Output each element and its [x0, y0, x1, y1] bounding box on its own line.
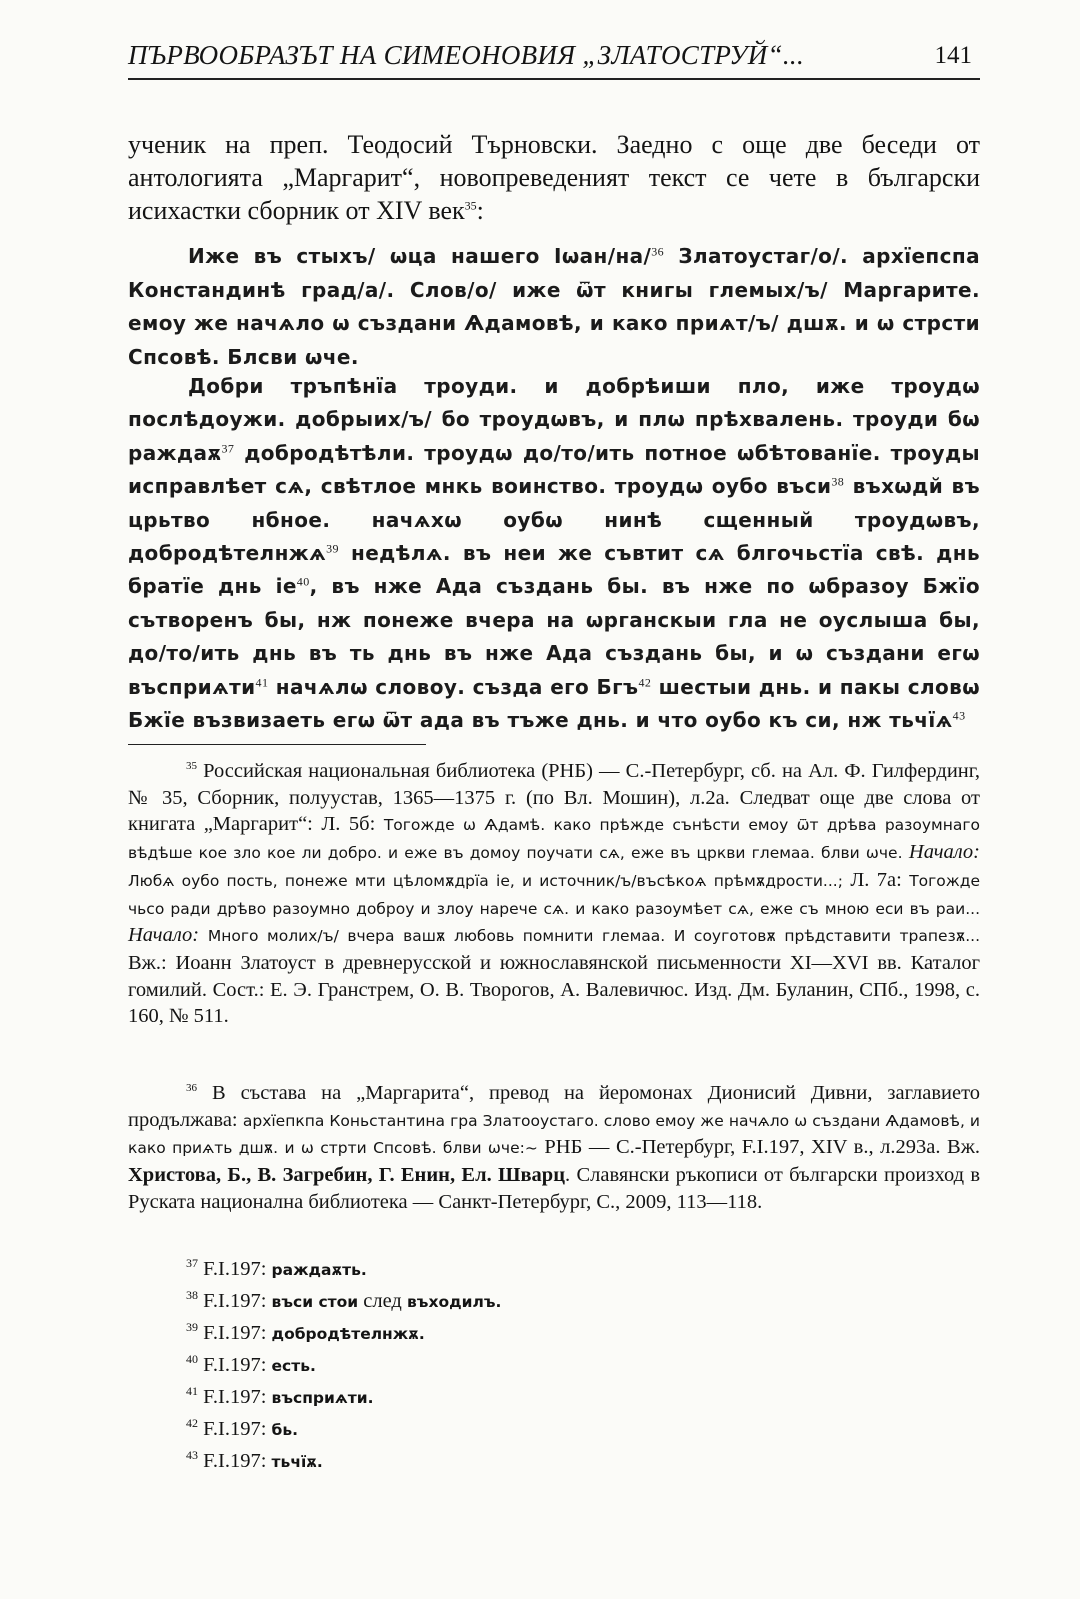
footnote-36	[128, 1080, 980, 1216]
manuscript-ref: F.I.197:	[203, 1418, 272, 1440]
footnote-ref: 41	[255, 675, 269, 689]
footnote-ref: 40	[296, 574, 310, 589]
quote-segment: начѧлѡ словоу. създа его Бгъ	[268, 674, 639, 699]
footnote-42	[186, 1418, 298, 1441]
footnote-text: след	[358, 1290, 407, 1312]
variant-reading: тьчїѫ.	[271, 1453, 323, 1471]
intro-text: ученик на преп. Теодосий Търновски. Заедно с още две беседи от антологията „Маргарит“, новопреведеният текст се чете в български исихастки сборник от XIV век	[128, 130, 980, 225]
footnote-number: 43	[186, 1448, 198, 1463]
footnote-ref: 43	[952, 708, 966, 723]
manuscript-ref: F.I.197:	[203, 1386, 272, 1408]
footnote-text: Российская национальная библиотека (РНБ) — С.-Петербург, сб. на Ал. Ф. Гилфердинг, № 35, Сборник, полуустав, 1365—1375 г. (по Вл. Мошин), л.2а. Следват още две слова от книгата „Маргарит“: Л. 5б:	[128, 760, 980, 836]
footnote-39	[186, 1322, 425, 1345]
variant-reading: бь.	[271, 1421, 299, 1439]
quote-segment: недѣлѧ. въ неи же съвтит сѧ блгочьстїа свѣ. днь братїе днь іе	[128, 541, 980, 599]
footnote-separator	[128, 744, 426, 745]
intro-paragraph	[128, 128, 980, 227]
footnote-ref: 42	[638, 675, 652, 689]
footnote-43	[186, 1450, 323, 1473]
manuscript-ref: F.I.197:	[203, 1258, 272, 1280]
intro-end: :	[476, 196, 484, 225]
variant-reading: есть.	[271, 1357, 316, 1375]
footnote-text: РНБ — С.-Петербург, F.I.197, XIV в., л.293а. Вж.	[537, 1136, 981, 1159]
footnote-number: 40	[186, 1352, 198, 1367]
footnote-number: 38	[186, 1288, 198, 1303]
slavonic-citation: Тогожде ѡ Ѧдамѣ. како прѣжде сънѣсти емоу ѿт дрѣва разоумнаго вѣдѣше кое зло кое ли добро. и еже въ домоу поучати сѧ, еже въ цркви глемаа. блви ѡче.	[128, 816, 981, 863]
footnote-ref: 36	[651, 244, 665, 259]
manuscript-ref: F.I.197:	[203, 1450, 272, 1472]
slavonic-citation: Тогожде чьсо ради дрѣво разоумно доброу и злоу нарече сѧ. и како разоумѣет сѧ, еже съ мною еси въ раи...	[128, 871, 980, 918]
variant-reading: въси стои	[271, 1293, 359, 1311]
footnote-text: В състава на „Маргарита“, превод на йеромонах Дионисий Дивни, заглавието продължава:	[128, 1082, 981, 1131]
variant-reading: раждаѫть.	[271, 1261, 367, 1279]
footnote-ref: 38	[831, 474, 845, 489]
footnote-37	[186, 1258, 367, 1281]
church-slavonic-sermon-quote	[128, 370, 980, 737]
footnote-text: . Славянски ръкописи от български произход в Руската национална библиотека — Санкт-Петербург, С., 2009, 113—118.	[128, 1164, 981, 1213]
variant-reading: добродѣтелнжѫ.	[271, 1325, 425, 1343]
footnote-40	[186, 1354, 316, 1377]
quote-segment: , въ нже Ада създань бы. въ нже по ѡбразоу Бжїо сътворенъ бы, нж понеже вчера на ѡрганскыи гла не оуслыша бы, до/то/ить днь въ ть днь въ нже Ада създань бы, и ѡ създани егѡ въсприѧти	[128, 574, 980, 699]
quote-segment: Добри тръпѣнїа троуди. и добрѣиши пло, иже троудѡ послѣдоужи. добрыих/ъ/ бо троудѡвъ, и плѡ прѣхвалень. троуди бѡ раждаѫ	[128, 374, 980, 465]
slavonic-citation: Много молих/ъ/ вчера вашѫ любовь помнити глемаа. И соуготовѫ прѣдставити трапезѫ...	[207, 927, 981, 946]
footnote-text: Л. 7а:	[842, 868, 910, 891]
footnote-ref: 39	[326, 541, 339, 556]
manuscript-ref: F.I.197:	[203, 1290, 272, 1312]
footnote-38	[186, 1290, 501, 1313]
nachalo-label: Начало:	[128, 924, 200, 947]
manuscript-ref: F.I.197:	[203, 1354, 272, 1376]
footnote-text: Вж.: Иоанн Златоуст в древнерусской и южнославянской письменности XI—XVI вв. Каталог гомилий. Сост.: Е. Э. Гранстрем, О. В. Творогов, А. Валевичюс. Изд. Дм. Буланин, СПб., 1998, с. 160, № 511.	[128, 951, 980, 1028]
nachalo-label: Начало:	[908, 841, 981, 864]
quote-segment: въхѡдй въ црьтво нбное. начѧхѡ оубѡ нинѣ сщенный троудѡвъ, добродѣтелнжѧ	[128, 474, 981, 566]
footnote-number: 37	[186, 1256, 198, 1271]
footnote-number: 36	[186, 1082, 197, 1095]
quote-segment: шестыи днь. и пакы словѡ Бжїе възвизаеть егѡ ѿт ада въ тъже днь. и что оубо къ си, нж тьчїѧ	[128, 674, 980, 733]
footnote-41	[186, 1386, 374, 1409]
church-slavonic-title-quote	[128, 240, 980, 374]
running-title: ПЪРВООБРАЗЪТ НА СИМЕОНОВИЯ „ЗЛАТОСТРУЙ“...	[128, 40, 805, 70]
slavonic-citation: архїепкпа Коньстантина гра Златооустаго. слово емоу же начѧло ѡ създани Ѧдамовѣ, и како приѧть дшѫ. и ѡ стрти Спсовѣ. блви ѡче:~	[128, 1111, 981, 1158]
footnote-number: 41	[186, 1384, 198, 1399]
footnote-ref: 37	[221, 441, 235, 456]
quote-segment: добродѣтѣли. троудѡ до/то/ить потное ѡбѣтованїе. троуды исправлѣет сѧ, свѣтлое мнкь воинство. троудѡ оубо въси	[128, 440, 980, 499]
variant-reading: въходилъ.	[406, 1293, 502, 1311]
quote-title-part-b: Златоустаг/о/. архїепспа Констандинѣ град/а/. Слов/о/ иже ѿт книгы глемых/ъ/ Маргарите. емоу же начѧло ѡ създани Ѧдамовѣ, и како приѧт/ъ/ дшѫ. и ѡ стрсти Спсовѣ. Блсви ѡче.	[128, 244, 981, 369]
manuscript-ref: F.I.197:	[203, 1322, 272, 1344]
footnote-ref: 35	[464, 198, 477, 213]
footnote-35	[128, 758, 980, 1030]
quote-title-part-a: Иже въ стыхъ/ ѡца нашего Іѡан/на/	[188, 244, 652, 268]
slavonic-citation: Любѧ оубо пость, понеже мти цѣломѫдрїа іе, и источник/ъ/въсѣкоѧ прѣмѫдрости...;	[128, 871, 843, 890]
footnote-number: 42	[186, 1416, 198, 1431]
page-number: 141	[934, 42, 972, 69]
footnote-number: 35	[186, 760, 197, 773]
variant-reading: въсприѧти.	[271, 1389, 374, 1407]
cited-authors: Христова, Б., В. Загребин, Г. Енин, Ел. Шварц	[128, 1164, 566, 1187]
running-header	[128, 36, 980, 80]
footnote-number: 39	[186, 1320, 198, 1335]
